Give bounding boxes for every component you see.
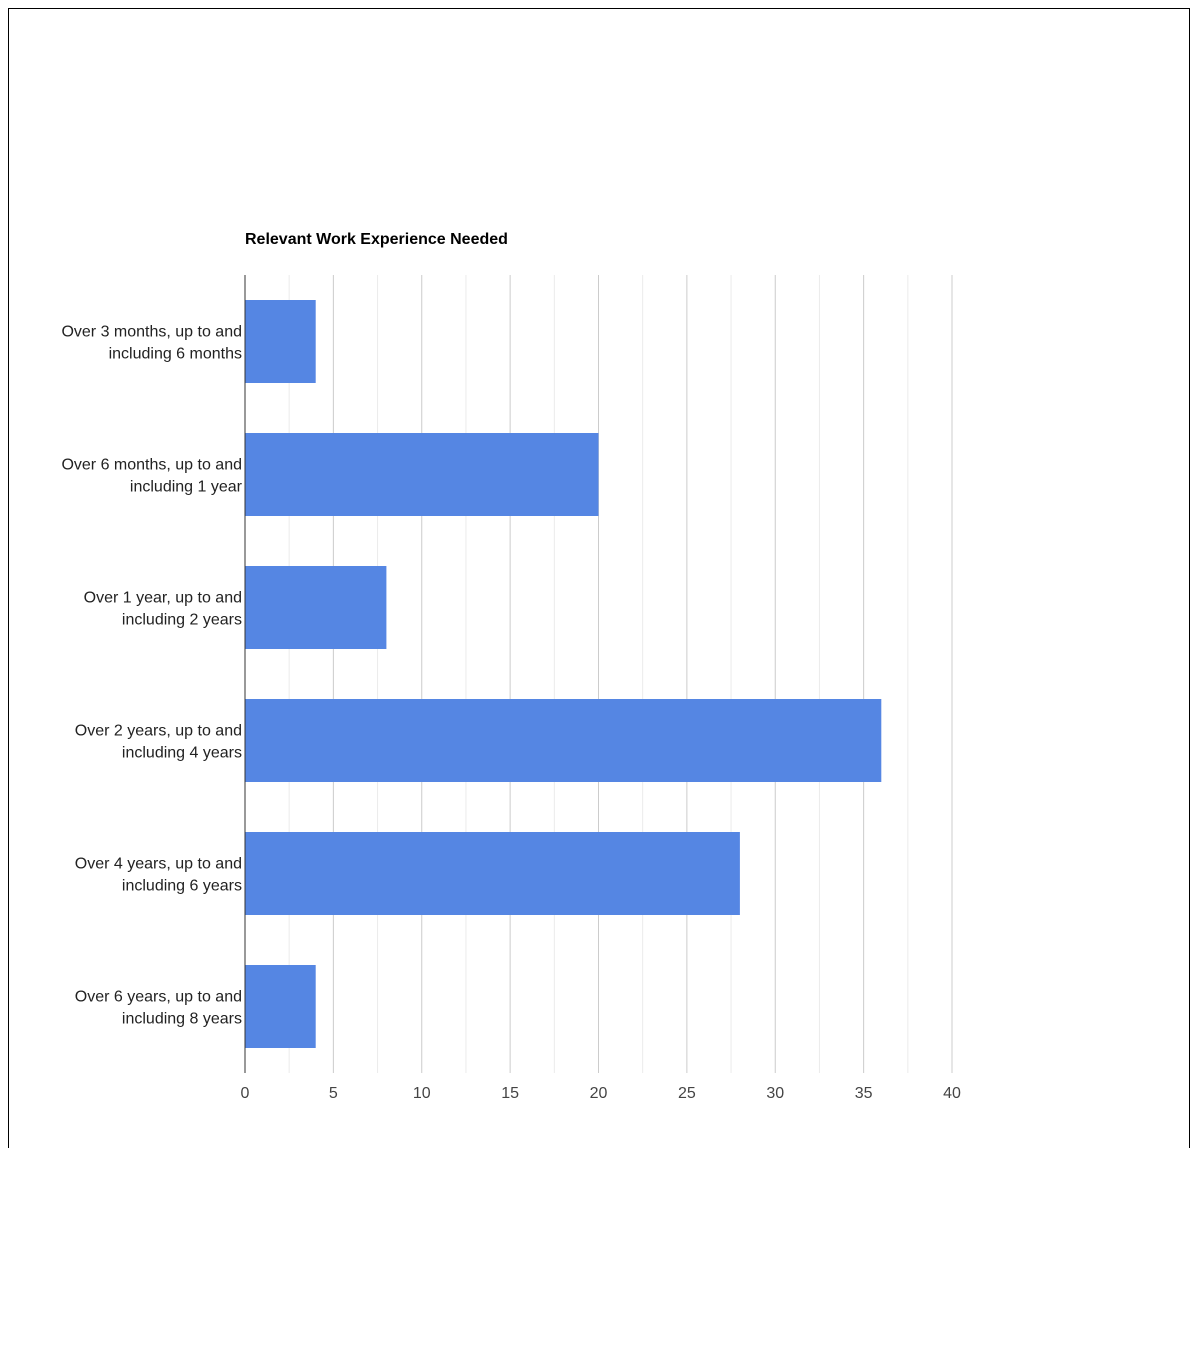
bar-1	[245, 300, 316, 383]
x-axis-tick-labels	[241, 1085, 961, 1102]
x-tick-label: 5	[328, 1085, 338, 1102]
chart-title: Relevant Work Experience Needed	[245, 231, 508, 248]
x-tick-label: 40	[943, 1085, 961, 1102]
gridlines	[289, 275, 952, 1073]
bar-6	[245, 965, 316, 1048]
bar-4	[245, 699, 881, 782]
category-label-2: Over 6 months, up to and including 1 year	[61, 456, 242, 496]
x-tick-label: 20	[589, 1085, 608, 1102]
bar-3	[245, 566, 386, 649]
category-label-1: Over 3 months, up to and including 6 months	[61, 323, 242, 363]
category-label-3: Over 1 year, up to and including 2 years	[83, 589, 242, 629]
x-tick-label: 15	[501, 1085, 520, 1102]
x-tick-label: 25	[677, 1085, 696, 1102]
x-tick-label: 30	[766, 1085, 785, 1102]
x-tick-label: 35	[854, 1085, 873, 1102]
category-label-6: Over 6 years, up to and including 8 years	[74, 988, 242, 1028]
category-labels	[61, 324, 242, 1028]
category-label-5: Over 4 years, up to and including 6 years	[74, 855, 242, 895]
bar-5	[245, 832, 740, 915]
bars	[245, 300, 881, 1048]
x-tick-label: 10	[412, 1085, 431, 1102]
bar-2	[245, 433, 599, 516]
category-label-4: Over 2 years, up to and including 4 years	[74, 722, 242, 762]
x-tick-label: 0	[240, 1085, 250, 1102]
